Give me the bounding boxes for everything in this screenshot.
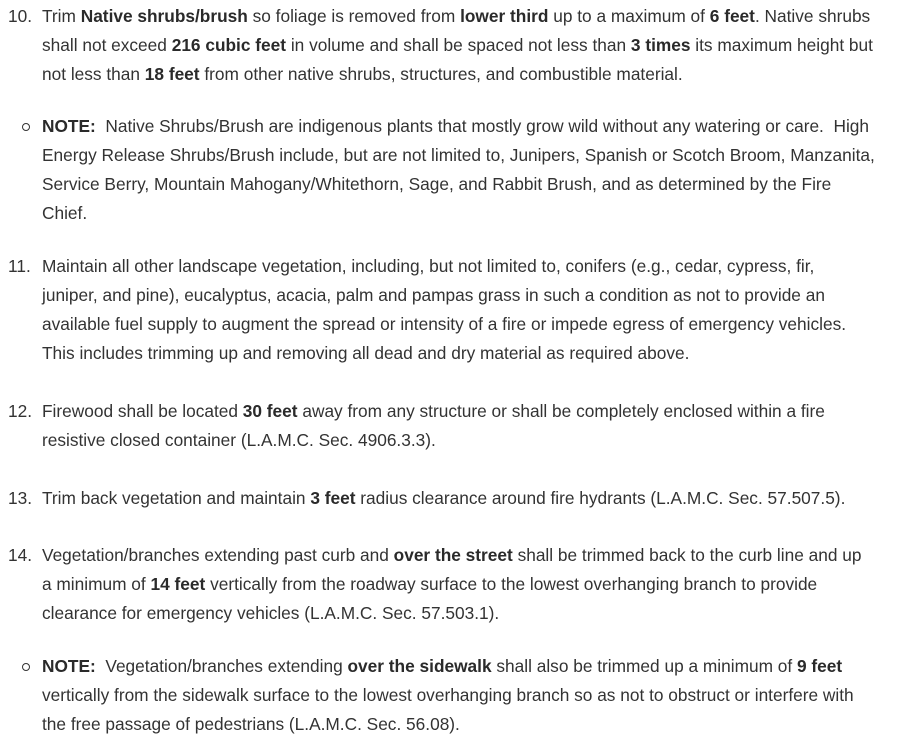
text-line: Chief. xyxy=(42,203,88,223)
emphasis-text: 9 feet xyxy=(797,656,843,676)
emphasis-text: 6 feet xyxy=(709,6,755,26)
text-line: available fuel supply to augment the spread or intensity of a fire or impede egress of emergency vehicles. xyxy=(42,314,847,334)
text-line xyxy=(42,541,918,570)
text-run: a minimum of xyxy=(42,574,151,594)
text-line xyxy=(42,652,918,681)
emphasis-text: over the sidewalk xyxy=(347,656,492,676)
text-run: . Native shrubs xyxy=(754,6,871,26)
text-run: its maximum height but xyxy=(690,35,873,55)
bullet-circle-icon xyxy=(22,663,30,671)
emphasis-text: 3 times xyxy=(630,35,691,55)
text-line xyxy=(42,570,918,599)
list-item-text xyxy=(42,397,918,455)
text-run: Trim xyxy=(42,6,81,26)
text-run: away from any structure or shall be completely enclosed within a fire xyxy=(297,401,825,421)
note-text xyxy=(42,112,918,228)
emphasis-text: 216 cubic feet xyxy=(171,35,287,55)
text-run: shall also be trimmed up a minimum of xyxy=(491,656,797,676)
emphasis-text: 14 feet xyxy=(150,574,206,594)
list-item-text xyxy=(42,2,918,89)
list-item-text xyxy=(42,484,918,513)
list-number: 13. xyxy=(8,488,33,508)
text-line xyxy=(42,484,918,513)
emphasis-text: lower third xyxy=(460,6,549,26)
text-run: Firewood shall be located xyxy=(42,401,243,421)
list-number: 14. xyxy=(8,545,33,565)
text-run: shall be trimmed back to the curb line and up xyxy=(512,545,862,565)
text-line: resistive closed container (L.A.M.C. Sec. 4906.3.3). xyxy=(42,430,436,450)
text-line: juniper, and pine), eucalyptus, acacia, palm and pampas grass in such a condition as not to provide an xyxy=(42,285,825,305)
text-line: the free passage of pedestrians (L.A.M.C. Sec. 56.08). xyxy=(42,714,460,734)
note-label: NOTE: xyxy=(42,656,96,676)
text-line: clearance for emergency vehicles (L.A.M.C. Sec. 57.503.1). xyxy=(42,603,500,623)
list-item-text xyxy=(42,541,918,628)
text-run: Vegetation/branches extending past curb and xyxy=(42,545,394,565)
emphasis-text: 30 feet xyxy=(242,401,298,421)
text-run: Vegetation/branches extending xyxy=(95,656,348,676)
text-line xyxy=(42,397,918,426)
text-run: so foliage is removed from xyxy=(247,6,461,26)
text-run: in volume and shall be spaced not less than xyxy=(286,35,631,55)
list-item-text xyxy=(42,252,918,368)
text-line xyxy=(42,2,918,31)
note-text xyxy=(42,652,918,739)
text-line: Service Berry, Mountain Mahogany/Whitethorn, Sage, and Rabbit Brush, and as determined by the Fire xyxy=(42,174,832,194)
text-line: Energy Release Shrubs/Brush include, but are not limited to, Junipers, Spanish or Scotch Broom, Manzanita, xyxy=(42,145,875,165)
bullet-circle-icon xyxy=(22,123,30,131)
text-run: vertically from the roadway surface to the lowest overhanging branch to provide xyxy=(205,574,818,594)
text-run: from other native shrubs, structures, and combustible material. xyxy=(199,64,683,84)
text-run: not less than xyxy=(42,64,145,84)
emphasis-text: 3 feet xyxy=(310,488,356,508)
emphasis-text: 18 feet xyxy=(144,64,200,84)
text-run: Trim back vegetation and maintain xyxy=(42,488,311,508)
text-run: Native Shrubs/Brush are indigenous plants that mostly grow wild without any watering or care. High xyxy=(95,116,870,136)
list-number: 12. xyxy=(8,401,33,421)
text-line xyxy=(42,31,918,60)
text-run: shall not exceed xyxy=(42,35,172,55)
text-line: vertically from the sidewalk surface to the lowest overhanging branch so as not to obstruct or interfere with xyxy=(42,685,854,705)
note-label: NOTE: xyxy=(42,116,96,136)
emphasis-text: over the street xyxy=(393,545,513,565)
list-number: 11. xyxy=(8,256,31,276)
text-line: Maintain all other landscape vegetation, including, but not limited to, conifers (e.g., cedar, cypress, fir, xyxy=(42,256,815,276)
text-line xyxy=(42,60,918,89)
text-line: This includes trimming up and removing all dead and dry material as required above. xyxy=(42,343,690,363)
text-run: radius clearance around fire hydrants (L.A.M.C. Sec. 57.507.5). xyxy=(355,488,846,508)
text-run: up to a maximum of xyxy=(548,6,710,26)
list-number: 10. xyxy=(8,6,33,26)
text-line xyxy=(42,112,918,141)
emphasis-text: Native shrubs/brush xyxy=(80,6,248,26)
